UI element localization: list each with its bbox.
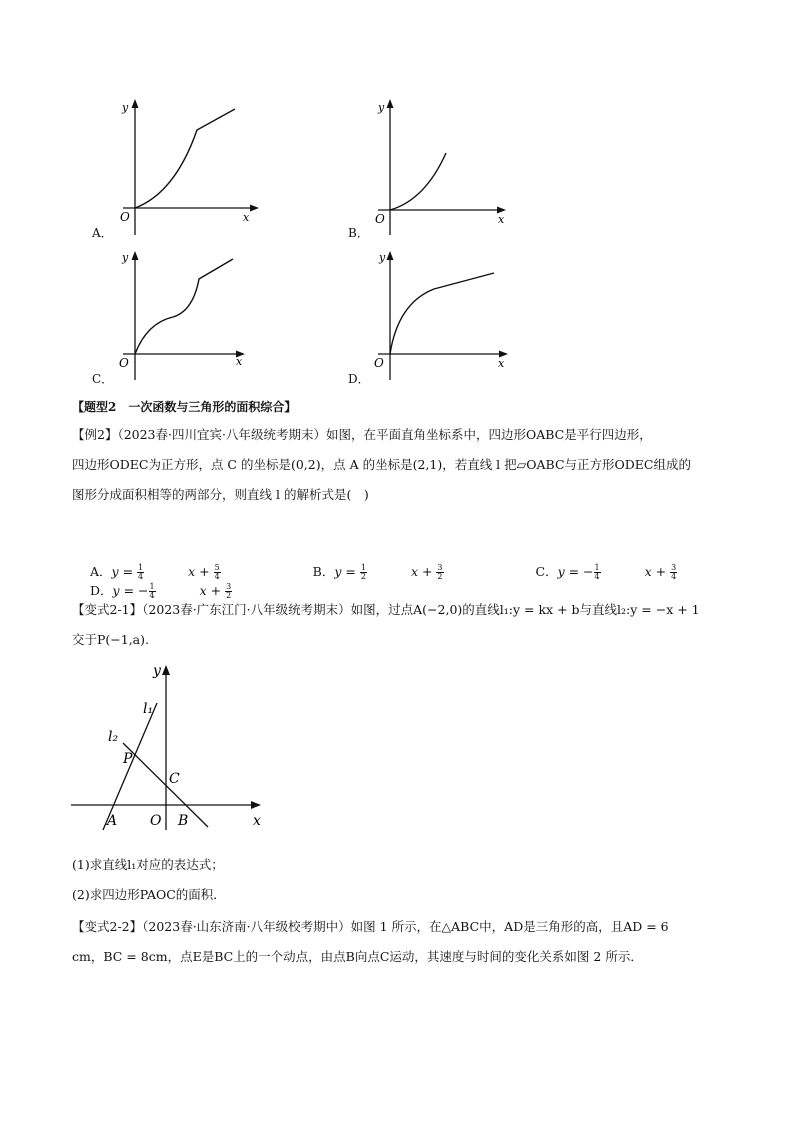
x-axis-label: x bbox=[498, 357, 505, 370]
choice-a[interactable]: A．y = $\frac{1}{4}$ x + $\frac{5}{4}$ bbox=[90, 563, 220, 581]
l1-label: l₁ bbox=[143, 701, 154, 717]
origin-label: O bbox=[375, 212, 385, 226]
x-axis-label: x bbox=[243, 211, 250, 224]
origin-label: O bbox=[374, 356, 384, 370]
option-d-label: D． bbox=[348, 372, 370, 386]
example-2-line-1: 【例2】（2023春·四川宜宾·八年级统考期末）如图，在平面直角坐标系中，四边形OABC是平行四边形， bbox=[72, 427, 652, 442]
example-2-line-3: 图形分成面积相等的两部分，则直线 l 的解析式是( ) bbox=[72, 487, 369, 502]
example-2-text bbox=[72, 420, 732, 510]
variant-2-2-text bbox=[72, 912, 732, 972]
x-axis-label: x bbox=[253, 813, 261, 829]
y-axis-label: y bbox=[122, 101, 129, 114]
variant-2-1-line-1: 【变式2-1】（2023春·广东江门·八年级统考期末）如图，过点A(−2,0)的直线l₁:y = kx + b与直线l₂:y = −x + 1 bbox=[72, 602, 700, 617]
variant-2-2-line-1: 【变式2-2】（2023春·山东济南·八年级校考期中）如图 1 所示，在△ABC中，AD是三角形的高，且AD = 6 bbox=[72, 919, 669, 934]
questions bbox=[72, 850, 732, 910]
l2-label: l₂ bbox=[108, 729, 119, 745]
example-2-line-2: 四边形ODEC为正方形，点 C 的坐标是(0,2)，点 A 的坐标是(2,1)，若直线 l 把▱OABC与正方形ODEC组成的 bbox=[72, 457, 691, 472]
origin-label: O bbox=[120, 210, 130, 224]
question-1: (1)求直线l₁对应的表达式； bbox=[72, 857, 224, 872]
origin-label: O bbox=[150, 813, 162, 829]
choice-c[interactable]: C．y = − $\frac{1}{4}$ x + $\frac{3}{4}$ bbox=[535, 563, 677, 581]
option-b-label: B． bbox=[348, 226, 369, 240]
y-axis-label: y bbox=[378, 101, 385, 114]
y-axis-label: y bbox=[379, 251, 386, 264]
variant-2-1-text bbox=[72, 595, 732, 655]
choice-b[interactable]: B．y = $\frac{1}{2}$ x + $\frac{3}{2}$ bbox=[312, 563, 443, 581]
option-a-label: A． bbox=[92, 226, 113, 240]
y-axis-label: y bbox=[122, 251, 129, 264]
option-c-graph bbox=[115, 245, 255, 385]
origin-label: O bbox=[119, 356, 129, 370]
question-2: (2)求四边形PAOC的面积． bbox=[72, 887, 226, 902]
y-axis-label: y bbox=[153, 663, 161, 679]
option-a-graph bbox=[115, 95, 265, 240]
point-b-label: B bbox=[178, 813, 189, 829]
point-p-label: P bbox=[123, 751, 133, 767]
variant-2-1-line-2: 交于P(−1,a). bbox=[72, 632, 149, 647]
option-d-graph bbox=[370, 245, 520, 385]
option-c-label: C． bbox=[92, 372, 114, 386]
variant-2-2-line-2: cm，BC = 8cm，点E是BC上的一个动点，由点B向点C运动，其速度与时间的变化关系如图 2 所示． bbox=[72, 949, 643, 964]
choice-d[interactable]: D．y = − $\frac{1}{4}$ x + $\frac{3}{2}$ bbox=[90, 582, 232, 600]
x-axis-label: x bbox=[498, 213, 505, 226]
section-heading: 【题型2 一次函数与三角形的面积综合】 bbox=[72, 400, 297, 414]
variant-2-1-figure bbox=[65, 655, 275, 835]
x-axis-label: x bbox=[236, 355, 243, 368]
point-c-label: C bbox=[169, 771, 180, 787]
option-b-graph bbox=[370, 95, 520, 240]
point-a-label: A bbox=[107, 813, 118, 829]
